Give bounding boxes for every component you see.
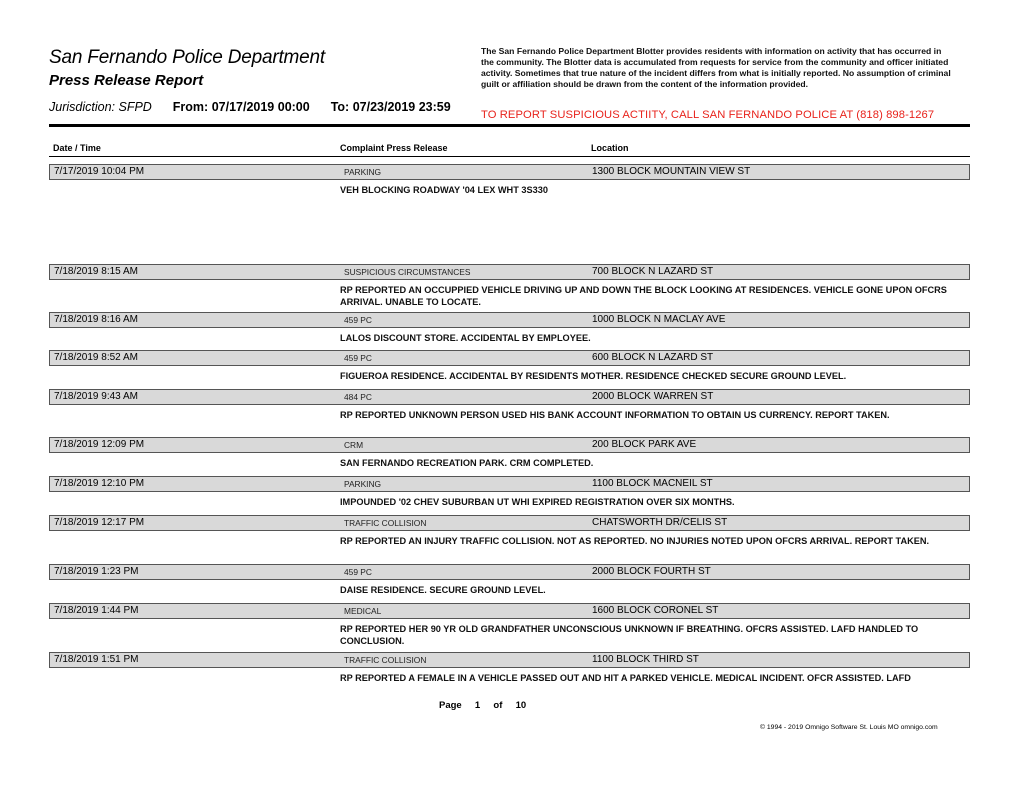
table-row [49, 164, 970, 180]
row-complaint: PARKING [344, 167, 382, 177]
row-location: 1000 BLOCK N MACLAY AVE [592, 314, 726, 325]
column-header-complaint: Complaint Press Release [340, 143, 448, 153]
row-complaint: 459 PC [344, 353, 372, 363]
row-description: RP REPORTED HER 90 YR OLD GRANDFATHER UNCONSCIOUS UNKNOWN IF BREATHING. OFCRS ASSISTED. LAFD HANDLED TO CONCLUSION. [340, 624, 919, 646]
table-row [49, 350, 970, 366]
row-location: 2000 BLOCK WARREN ST [592, 391, 714, 402]
row-location: 1100 BLOCK MACNEIL ST [592, 478, 713, 489]
row-location: 1600 BLOCK CORONEL ST [592, 605, 719, 616]
copyright-notice: © 1994 - 2019 Omnigo Software St. Louis MO omnigo.com [760, 724, 938, 731]
row-complaint: 484 PC [344, 392, 372, 402]
page-number: 1 [474, 700, 481, 711]
row-complaint: SUSPICIOUS CIRCUMSTANCES [344, 267, 471, 277]
table-row [49, 437, 970, 453]
table-row [49, 515, 970, 531]
row-datetime: 7/18/2019 12:17 PM [54, 517, 145, 528]
row-datetime: 7/18/2019 8:15 AM [54, 266, 138, 277]
table-row [49, 603, 970, 619]
row-datetime: 7/18/2019 8:16 AM [54, 314, 138, 325]
row-location: 700 BLOCK N LAZARD ST [592, 266, 714, 277]
row-datetime: 7/18/2019 12:09 PM [54, 439, 145, 450]
row-description: LALOS DISCOUNT STORE. ACCIDENTAL BY EMPLOYEE. [340, 333, 591, 343]
row-description: VEH BLOCKING ROADWAY '04 LEX WHT 3S330 [340, 185, 548, 195]
row-datetime: 7/18/2019 9:43 AM [54, 391, 138, 402]
page-indicator [439, 700, 526, 711]
jurisdiction-value: SFPD [118, 100, 152, 114]
blotter-description: The San Fernando Police Department Blotter provides residents with information on activity that has occurred in the community. The Blotter data is accumulated from requests for service from the community and officer initiated activity. Sometimes that true nature of the incident differs from what is initially reported. No assumption of criminal guilt or affiliation should be drawn from the content of the information provided. [481, 46, 951, 89]
column-header-rule [49, 156, 970, 157]
row-complaint: TRAFFIC COLLISION [344, 518, 427, 528]
row-location: 1300 BLOCK MOUNTAIN VIEW ST [592, 166, 751, 177]
row-datetime: 7/18/2019 8:52 AM [54, 352, 138, 363]
table-row [49, 652, 970, 668]
jurisdiction-line [49, 100, 451, 114]
to-label: To: [330, 100, 350, 114]
row-description: RP REPORTED UNKNOWN PERSON USED HIS BANK ACCOUNT INFORMATION TO OBTAIN US CURRENCY. REPORT TAKEN. [340, 410, 890, 420]
row-datetime: 7/18/2019 12:10 PM [54, 478, 145, 489]
column-header-datetime: Date / Time [53, 143, 101, 153]
row-complaint: CRM [344, 440, 364, 450]
row-description: FIGUEROA RESIDENCE. ACCIDENTAL BY RESIDENTS MOTHER. RESIDENCE CHECKED SECURE GROUND LEVEL. [340, 371, 847, 381]
to-value: 07/23/2019 23:59 [352, 100, 451, 114]
from-label: From: [172, 100, 209, 114]
table-row [49, 564, 970, 580]
from-value: 07/17/2019 00:00 [211, 100, 310, 114]
table-row [49, 476, 970, 492]
page-label: Page [439, 700, 462, 711]
row-description: SAN FERNANDO RECREATION PARK. CRM COMPLETED. [340, 458, 594, 468]
row-description: RP REPORTED A FEMALE IN A VEHICLE PASSED OUT AND HIT A PARKED VEHICLE. MEDICAL INCIDENT. OFCR ASSISTED. LAFD [340, 673, 911, 683]
table-row [49, 264, 970, 280]
row-description: DAISE RESIDENCE. SECURE GROUND LEVEL. [340, 585, 546, 595]
row-location: 200 BLOCK PARK AVE [592, 439, 697, 450]
table-row [49, 312, 970, 328]
row-description: IMPOUNDED '02 CHEV SUBURBAN UT WHI EXPIRED REGISTRATION OVER SIX MONTHS. [340, 497, 735, 507]
row-complaint: 459 PC [344, 315, 372, 325]
row-datetime: 7/18/2019 1:23 PM [54, 566, 139, 577]
table-row [49, 389, 970, 405]
row-complaint: TRAFFIC COLLISION [344, 655, 427, 665]
jurisdiction-label: Jurisdiction: [49, 100, 115, 114]
suspicious-activity-warning: TO REPORT SUSPICIOUS ACTIITY, CALL SAN FERNANDO POLICE AT (818) 898-1267 [481, 109, 935, 121]
row-complaint: MEDICAL [344, 606, 382, 616]
row-complaint: 459 PC [344, 567, 372, 577]
page-total: 10 [515, 700, 527, 711]
row-complaint: PARKING [344, 479, 382, 489]
row-location: 2000 BLOCK FOURTH ST [592, 566, 711, 577]
header-rule [49, 124, 970, 127]
of-label: of [493, 700, 503, 711]
row-datetime: 7/18/2019 1:51 PM [54, 654, 139, 665]
row-location: CHATSWORTH DR/CELIS ST [592, 517, 728, 528]
column-header-location: Location [591, 143, 629, 153]
row-datetime: 7/18/2019 1:44 PM [54, 605, 139, 616]
row-description: RP REPORTED AN OCCUPPIED VEHICLE DRIVING UP AND DOWN THE BLOCK LOOKING AT RESIDENCES. VEHICLE GONE UPON OFCRS ARRIVAL. UNABLE TO LOCATE. [340, 285, 947, 307]
row-description: RP REPORTED AN INJURY TRAFFIC COLLISION. NOT AS REPORTED. NO INJURIES NOTED UPON OFCRS ARRIVAL. REPORT TAKEN. [340, 536, 930, 546]
report-title: Press Release Report [49, 72, 204, 89]
row-datetime: 7/17/2019 10:04 PM [54, 166, 145, 177]
row-location: 600 BLOCK N LAZARD ST [592, 352, 714, 363]
row-location: 1100 BLOCK THIRD ST [592, 654, 699, 665]
department-title: San Fernando Police Department [49, 47, 325, 68]
